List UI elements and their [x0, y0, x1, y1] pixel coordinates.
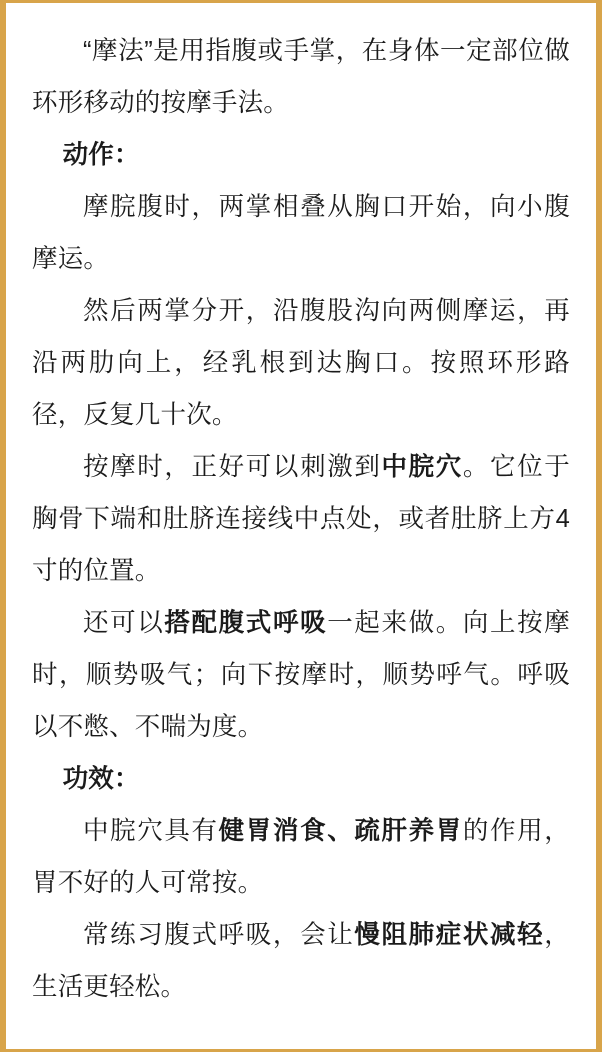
body-paragraph [32, 441, 570, 597]
body-paragraph [32, 805, 570, 909]
body-paragraph [32, 181, 570, 285]
emphasis-text: 慢阻肺症状减轻 [354, 921, 545, 949]
text-run: 。它位于胸骨下端和肚脐连接线中点处，或者肚脐上方4寸的位置。 [32, 453, 570, 585]
section-heading [32, 129, 570, 181]
text-run: 常练习腹式呼吸，会让 [83, 921, 355, 949]
emphasis-text: 中脘穴 [381, 453, 463, 481]
body-paragraph [32, 285, 570, 441]
text-run: ，生活更轻松。 [32, 921, 570, 1001]
body-paragraph [32, 597, 570, 753]
text-run: 中脘穴具有 [83, 817, 219, 845]
text-run: 按摩时，正好可以刺激到 [83, 453, 382, 481]
text-run: “摩法”是用指腹或手掌，在身体一定部位做环形移动的按摩手法。 [32, 37, 570, 117]
text-run: 一起来做。向上按摩时，顺势吸气；向下按摩时，顺势呼气。呼吸以不憋、不喘为度。 [32, 609, 570, 741]
emphasis-text: 动作： [62, 141, 140, 169]
emphasis-text: 健胃消食、疏肝养胃 [218, 817, 463, 845]
emphasis-text: 搭配腹式呼吸 [164, 609, 328, 637]
emphasis-text: 功效： [62, 765, 140, 793]
body-paragraph [32, 25, 570, 129]
document-body [32, 25, 570, 1013]
section-heading [32, 753, 570, 805]
text-run: 然后两掌分开，沿腹股沟向两侧摩运，再沿两肋向上，经乳根到达胸口。按照环形路径，反复几十次。 [32, 297, 570, 429]
text-run: 摩脘腹时，两掌相叠从胸口开始，向小腹摩运。 [32, 193, 570, 273]
text-run: 的作用，胃不好的人可常按。 [32, 817, 570, 897]
text-run: 还可以 [83, 609, 165, 637]
body-paragraph [32, 909, 570, 1013]
